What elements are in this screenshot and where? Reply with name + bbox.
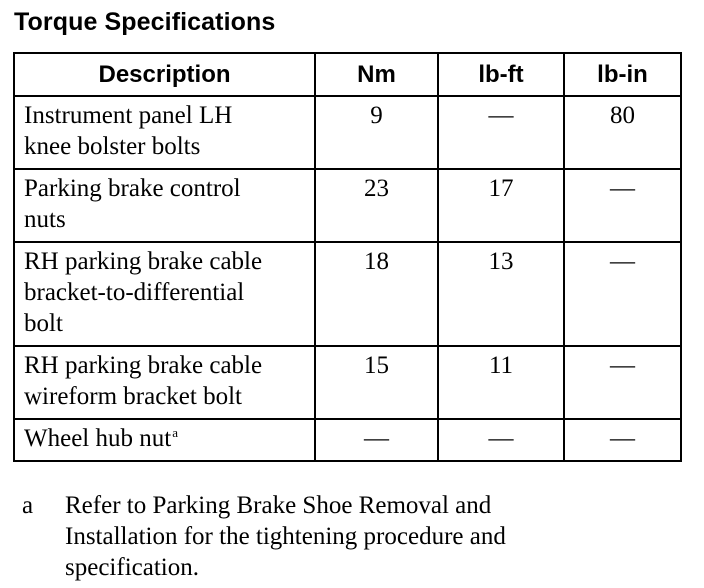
- description-line: RH parking brake cable: [24, 352, 263, 379]
- row-description: [14, 346, 315, 419]
- cell-nm: —: [315, 419, 438, 461]
- footnote-line: Installation for the tightening procedure and: [65, 523, 506, 550]
- header-lb-ft: lb-ft: [438, 53, 564, 96]
- table-row: [14, 242, 681, 346]
- description-line: bolt: [24, 310, 63, 337]
- table-row: [14, 346, 681, 419]
- cell-lb-in: —: [564, 169, 681, 242]
- row-description: [14, 419, 315, 461]
- cell-lb-in: —: [564, 242, 681, 346]
- header-lb-in: lb-in: [564, 53, 681, 96]
- cell-nm: 23: [315, 169, 438, 242]
- row-description: [14, 242, 315, 346]
- cell-lb-in: 80: [564, 96, 681, 169]
- header-nm: Nm: [315, 53, 438, 96]
- description-line: bracket-to-differential: [24, 279, 245, 306]
- description-line: RH parking brake cable: [24, 248, 263, 275]
- cell-nm: 18: [315, 242, 438, 346]
- description-line: Parking brake control: [24, 175, 241, 202]
- cell-lb-in: —: [564, 419, 681, 461]
- cell-lb-ft: 13: [438, 242, 564, 346]
- cell-lb-ft: 11: [438, 346, 564, 419]
- footnote-reference: a: [172, 425, 178, 440]
- cell-lb-ft: —: [438, 96, 564, 169]
- table-row: [14, 96, 681, 169]
- table-row: [14, 419, 681, 461]
- description-line: knee bolster bolts: [24, 133, 201, 160]
- torque-spec-table: [13, 52, 682, 462]
- table-header-row: [14, 53, 681, 96]
- table-row: [14, 169, 681, 242]
- row-description: [14, 169, 315, 242]
- header-description: Description: [14, 53, 315, 96]
- description-line: Wheel hub nut: [24, 425, 172, 452]
- cell-lb-ft: —: [438, 419, 564, 461]
- cell-nm: 9: [315, 96, 438, 169]
- footnote-line: Refer to Parking Brake Shoe Removal and: [65, 492, 492, 519]
- description-line: wireform bracket bolt: [24, 383, 242, 410]
- footnote-text: [65, 490, 622, 583]
- row-description: [14, 96, 315, 169]
- description-line: nuts: [24, 206, 66, 233]
- page-title: Torque Specifications: [14, 8, 276, 36]
- cell-lb-in: —: [564, 346, 681, 419]
- description-line: Instrument panel LH: [24, 102, 233, 129]
- cell-nm: 15: [315, 346, 438, 419]
- footnote-line: specification.: [65, 554, 199, 581]
- footnote: [22, 490, 622, 583]
- footnote-mark: a: [22, 492, 34, 519]
- cell-lb-ft: 17: [438, 169, 564, 242]
